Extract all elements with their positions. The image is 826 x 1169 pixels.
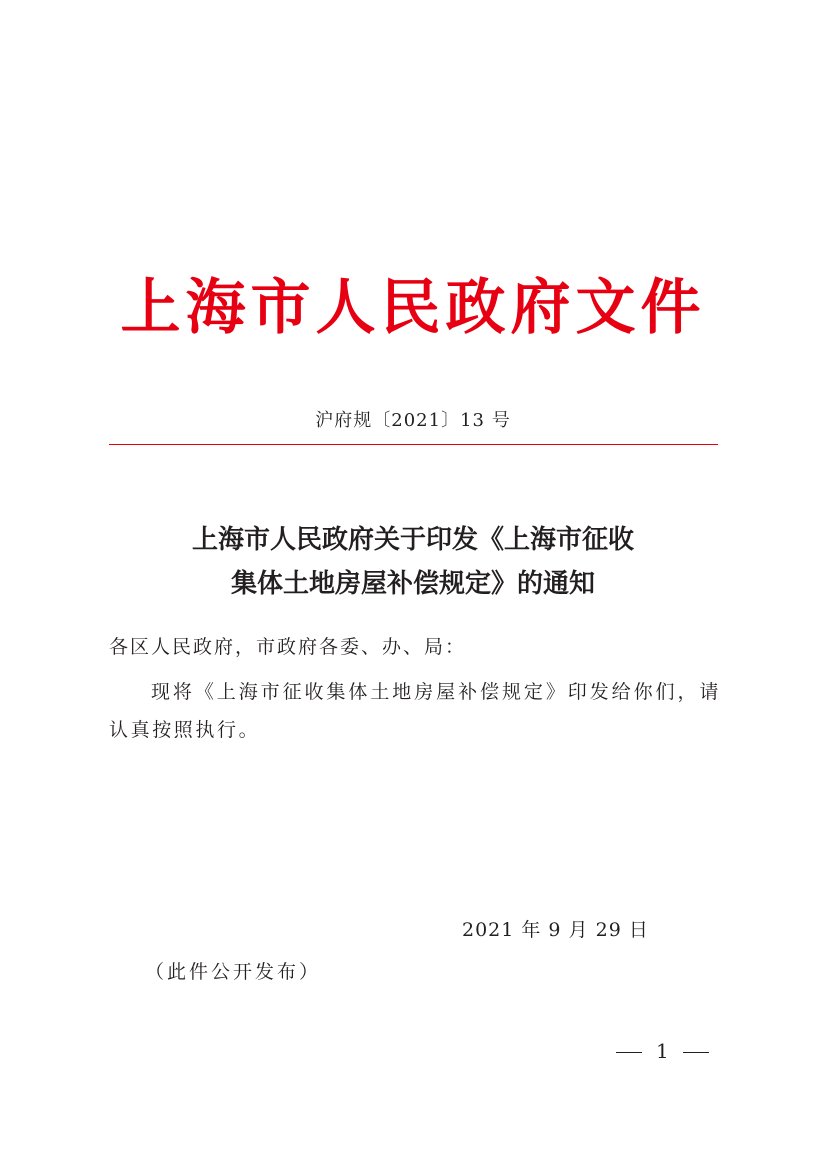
title-line-1: 上海市人民政府关于印发《上海市征收 (191, 525, 634, 555)
issuer-masthead: 上海市人民政府文件 (120, 273, 706, 343)
addressee: 各区人民政府，市政府各委、办、局： (109, 636, 467, 658)
page-footer (616, 1037, 709, 1065)
issue-date: 2021 年 9 月 29 日 (462, 919, 649, 941)
red-divider-line (109, 444, 718, 445)
dash-right (683, 1052, 709, 1053)
dash-left (616, 1052, 642, 1053)
document-title (0, 518, 826, 606)
body-paragraph: 现将《上海市征收集体土地房屋补偿规定》印发给你们，请认真按照执行。 (109, 681, 721, 741)
document-number: 沪府规〔2021〕13 号 (315, 410, 511, 431)
publish-note: （此件公开发布） (145, 961, 322, 983)
title-line-2: 集体土地房屋补偿规定》的通知 (230, 569, 595, 599)
page-number: 1 (656, 1039, 669, 1063)
